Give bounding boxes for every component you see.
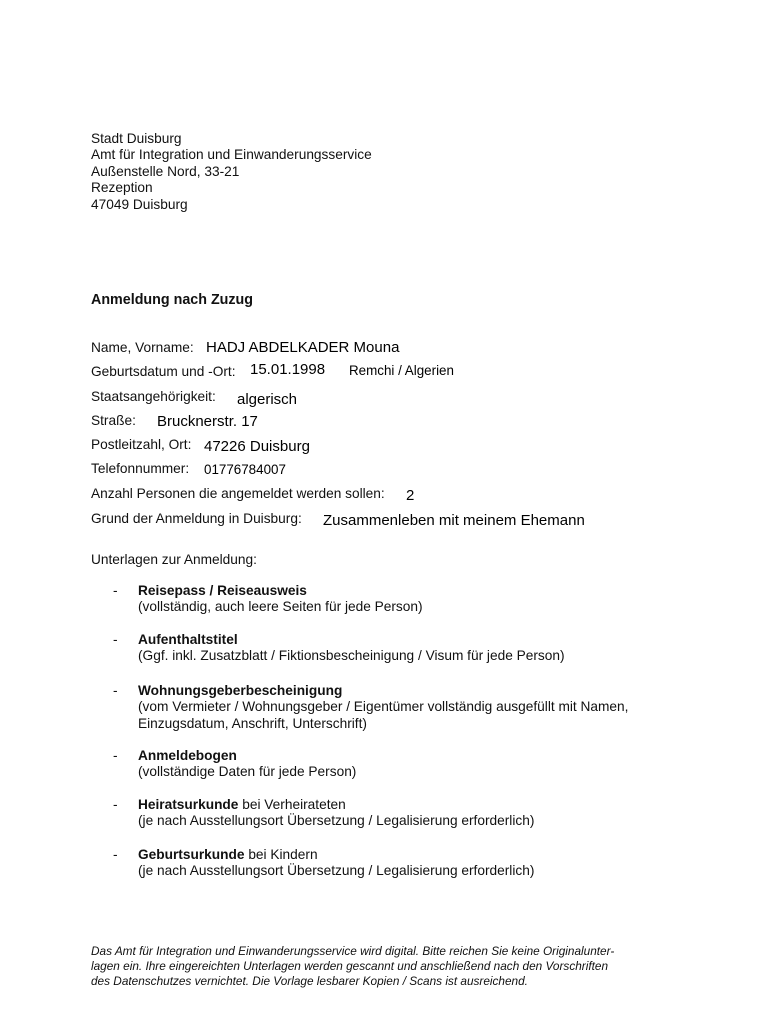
document-note: (vollständig, auch leere Seiten für jede Person) bbox=[138, 599, 423, 615]
list-bullet: - bbox=[113, 583, 118, 598]
document-item-passport bbox=[113, 583, 423, 616]
field-label-nationality: Staatsangehörigkeit: bbox=[91, 389, 216, 404]
document-name: Wohnungsgeberbescheinigung bbox=[138, 683, 343, 698]
document-name: Reisepass / Reiseausweis bbox=[138, 583, 307, 598]
footer-line: des Datenschutzes vernichtet. Die Vorlage lesbarer Kopien / Scans ist ausreichend. bbox=[91, 974, 528, 988]
field-value-street: Brucknerstr. 17 bbox=[157, 413, 258, 430]
field-label-name: Name, Vorname: bbox=[91, 340, 194, 355]
address-line: Amt für Integration und Einwanderungsservice bbox=[91, 147, 372, 163]
recipient-address bbox=[91, 131, 372, 213]
address-line: Stadt Duisburg bbox=[91, 131, 182, 146]
field-value-phone: 01776784007 bbox=[204, 462, 286, 477]
field-value-name: HADJ ABDELKADER Mouna bbox=[206, 339, 400, 356]
document-condition: bei Kindern bbox=[248, 847, 318, 862]
document-note: (je nach Ausstellungsort Übersetzung / Legalisierung erforderlich) bbox=[138, 813, 535, 829]
document-title: Anmeldung nach Zuzug bbox=[91, 292, 254, 308]
document-note: Einzugsdatum, Anschrift, Unterschrift) bbox=[138, 715, 367, 731]
document-name: Aufenthaltstitel bbox=[138, 632, 238, 647]
documents-heading: Unterlagen zur Anmeldung: bbox=[91, 552, 257, 567]
document-name: Anmeldebogen bbox=[138, 748, 237, 763]
list-bullet: - bbox=[113, 847, 118, 862]
field-label-street: Straße: bbox=[91, 413, 136, 428]
address-line: Rezeption bbox=[91, 180, 153, 196]
document-note: (Ggf. inkl. Zusatzblatt / Fiktionsbescheinigung / Visum für jede Person) bbox=[138, 648, 565, 664]
field-label-phone: Telefonnummer: bbox=[91, 461, 190, 476]
list-bullet: - bbox=[113, 632, 118, 647]
field-label-birth: Geburtsdatum und -Ort: bbox=[91, 364, 236, 379]
field-value-birth-place: Remchi / Algerien bbox=[349, 363, 454, 378]
document-item-landlord-certificate bbox=[113, 683, 628, 732]
field-label-person-count: Anzahl Personen die angemeldet werden sollen: bbox=[91, 486, 385, 501]
field-value-person-count: 2 bbox=[406, 487, 415, 504]
field-label-reason: Grund der Anmeldung in Duisburg: bbox=[91, 511, 302, 526]
document-item-marriage-certificate bbox=[113, 797, 534, 830]
document-condition: bei Verheirateten bbox=[242, 797, 346, 812]
document-note: (je nach Ausstellungsort Übersetzung / Legalisierung erforderlich) bbox=[138, 863, 535, 879]
list-bullet: - bbox=[113, 748, 118, 763]
document-note: (vollständige Daten für jede Person) bbox=[138, 764, 357, 780]
address-line: 47049 Duisburg bbox=[91, 196, 188, 212]
footer-line: lagen ein. Ihre eingereichten Unterlagen werden gescannt und anschließend nach den Vorschriften bbox=[91, 959, 609, 973]
document-item-birth-certificate bbox=[113, 847, 534, 880]
document-name: Geburtsurkunde bbox=[138, 847, 245, 862]
list-bullet: - bbox=[113, 683, 118, 698]
field-value-birth-date: 15.01.1998 bbox=[250, 361, 326, 378]
footer-line: Das Amt für Integration und Einwanderungsservice wird digital. Bitte reichen Sie keine Originalunter- bbox=[91, 944, 615, 958]
document-name: Heiratsurkunde bbox=[138, 797, 239, 812]
field-value-nationality: algerisch bbox=[237, 391, 298, 408]
address-line: Außenstelle Nord, 33-21 bbox=[91, 163, 240, 179]
field-value-postal-city: 47226 Duisburg bbox=[204, 438, 310, 455]
list-bullet: - bbox=[113, 797, 118, 812]
document-note: (vom Vermieter / Wohnungsgeber / Eigentümer vollständig ausgefüllt mit Namen, bbox=[138, 699, 629, 715]
field-label-postal-city: Postleitzahl, Ort: bbox=[91, 437, 192, 452]
document-item-registration-form bbox=[113, 748, 356, 781]
field-value-reason: Zusammenleben mit meinem Ehemann bbox=[323, 512, 585, 529]
footer-note bbox=[91, 944, 614, 989]
document-item-residence-permit bbox=[113, 632, 565, 665]
